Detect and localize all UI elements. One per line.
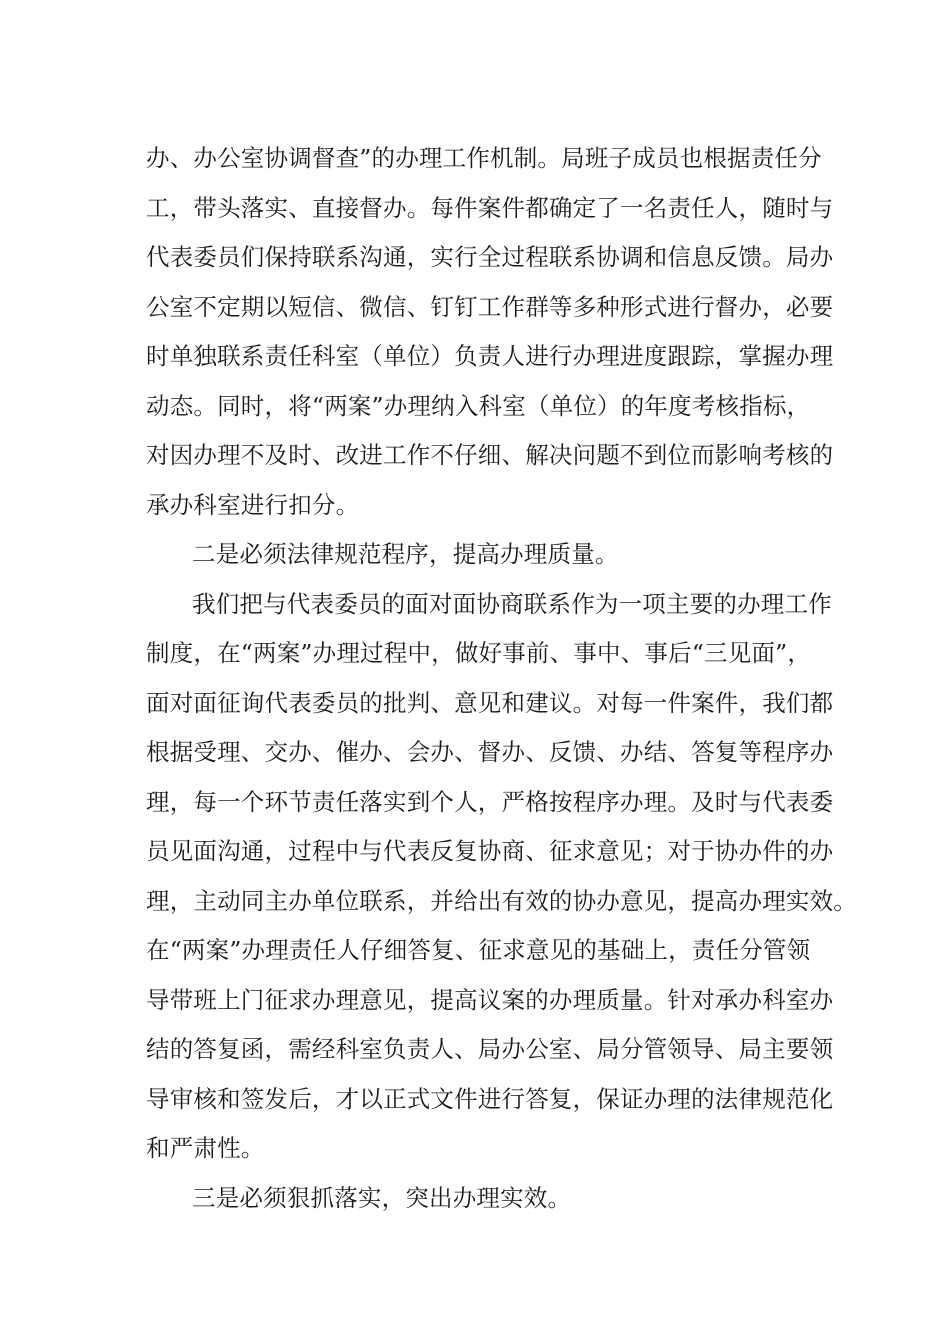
text-line: 动态。同时，将“两案”办理纳入科室（单位）的年度考核指标， <box>146 391 811 420</box>
text-line: 结的答复函，需经科室负责人、局办公室、局分管领导、局主要领 <box>146 1035 834 1063</box>
text-line: 理，主动同主办单位联系，并给出有效的协办意见，提高办理实效。 <box>146 886 857 915</box>
document-body <box>146 134 857 1223</box>
text-line: 承办科室进行扣分。 <box>146 490 360 519</box>
text-line: 和严肃性。 <box>146 1134 265 1162</box>
text-line: 理，每一个环节责任落实到个人，严格按程序办理。及时与代表委 <box>146 787 834 816</box>
section-heading-2: 二是必须法律规范程序，提高办理质量。 <box>192 540 619 568</box>
text-line: 对因办理不及时、改进工作不仔细、解决问题不到位而影响考核的 <box>146 441 834 469</box>
text-line: 在“两案”办理责任人仔细答复、征求意见的基础上，责任分管领 <box>146 936 811 964</box>
text-line: 时单独联系责任科室（单位）负责人进行办理进度跟踪，掌握办理 <box>146 342 834 370</box>
text-line: 导审核和签发后，才以正式文件进行答复，保证办理的法律规范化 <box>146 1084 834 1113</box>
text-line: 公室不定期以短信、微信、钉钉工作群等多种形式进行督办，必要 <box>146 292 834 321</box>
text-line: 面对面征询代表委员的批判、意见和建议。对每一件案件，我们都 <box>146 688 834 717</box>
text-line: 代表委员们保持联系沟通，实行全过程联系协调和信息反馈。局办 <box>146 243 834 271</box>
section-heading-3: 三是必须狠抓落实，突出办理实效。 <box>192 1183 572 1212</box>
text-line: 员见面沟通，过程中与代表反复协商、征求意见；对于协办件的办 <box>146 837 834 865</box>
text-line: 工，带头落实、直接督办。每件案件都确定了一名责任人，随时与 <box>146 193 834 222</box>
paragraph-procedure <box>146 580 857 1174</box>
text-line: 制度，在“两案”办理过程中，做好事前、事中、事后“三见面”， <box>146 639 812 667</box>
text-line: 导带班上门征求办理意见，提高议案的办理质量。针对承办科室办 <box>146 985 834 1014</box>
text-line: 办、办公室协调督查”的办理工作机制。局班子成员也根据责任分 <box>146 144 822 172</box>
text-line: 根据受理、交办、催办、会办、督办、反馈、办结、答复等程序办 <box>146 738 834 766</box>
paragraph-mechanism <box>146 134 834 530</box>
text-line: 我们把与代表委员的面对面协商联系作为一项主要的办理工作 <box>192 589 832 618</box>
